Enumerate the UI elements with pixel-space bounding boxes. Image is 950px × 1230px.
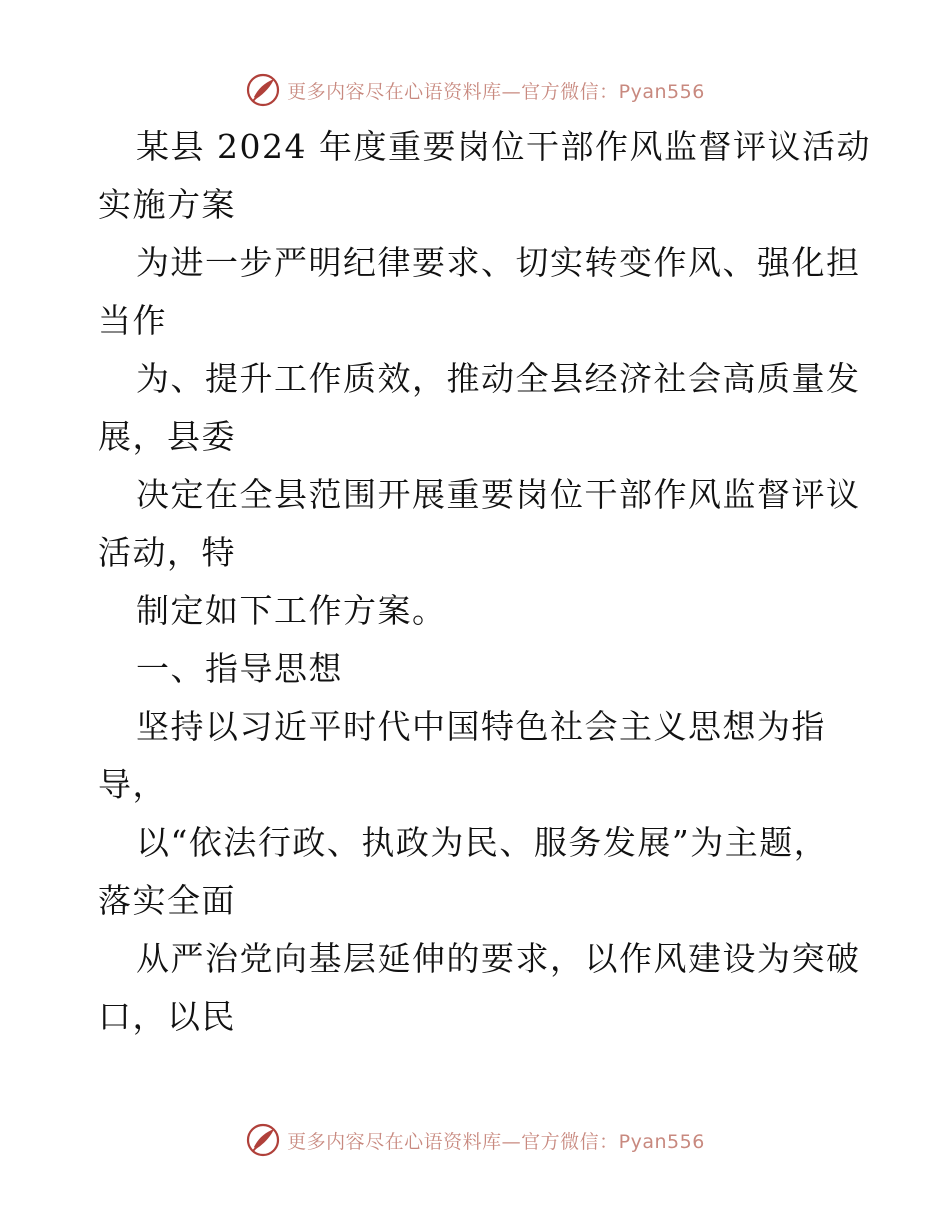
text-line: 当作 — [98, 301, 167, 340]
quill-logo-icon — [245, 1122, 281, 1158]
watermark-text: 更多内容尽在心语资料库—官方微信：Pyan556 — [287, 1130, 705, 1153]
text-line: 从严治党向基层延伸的要求，以作风建设为突破 — [136, 939, 861, 978]
text-line: 某县 2024 年度重要岗位干部作风监督评议活动 — [136, 127, 871, 166]
document-body — [98, 118, 871, 1046]
text-line: 决定在全县范围开展重要岗位干部作风监督评议 — [136, 475, 861, 514]
text-line: 口，以民 — [98, 997, 236, 1036]
text-line: 以“依法行政、执政为民、服务发展”为主题， — [136, 823, 829, 862]
text-line: 制定如下工作方案。 — [136, 591, 447, 630]
text-line: 导， — [98, 765, 167, 804]
text-line: 活动，特 — [98, 533, 236, 572]
text-line: 落实全面 — [98, 881, 236, 920]
text-line: 为进一步严明纪律要求、切实转变作风、强化担 — [136, 243, 861, 282]
footer-watermark — [0, 1120, 950, 1160]
header-watermark — [0, 70, 950, 110]
text-line: 实施方案 — [98, 185, 236, 224]
text-line: 为、提升工作质效，推动全县经济社会高质量发 — [136, 359, 861, 398]
watermark-text: 更多内容尽在心语资料库—官方微信：Pyan556 — [287, 80, 705, 103]
text-line: 坚持以习近平时代中国特色社会主义思想为指 — [136, 707, 826, 746]
quill-logo-icon — [245, 72, 281, 108]
text-line: 一、指导思想 — [136, 649, 343, 688]
text-line: 展，县委 — [98, 417, 236, 456]
